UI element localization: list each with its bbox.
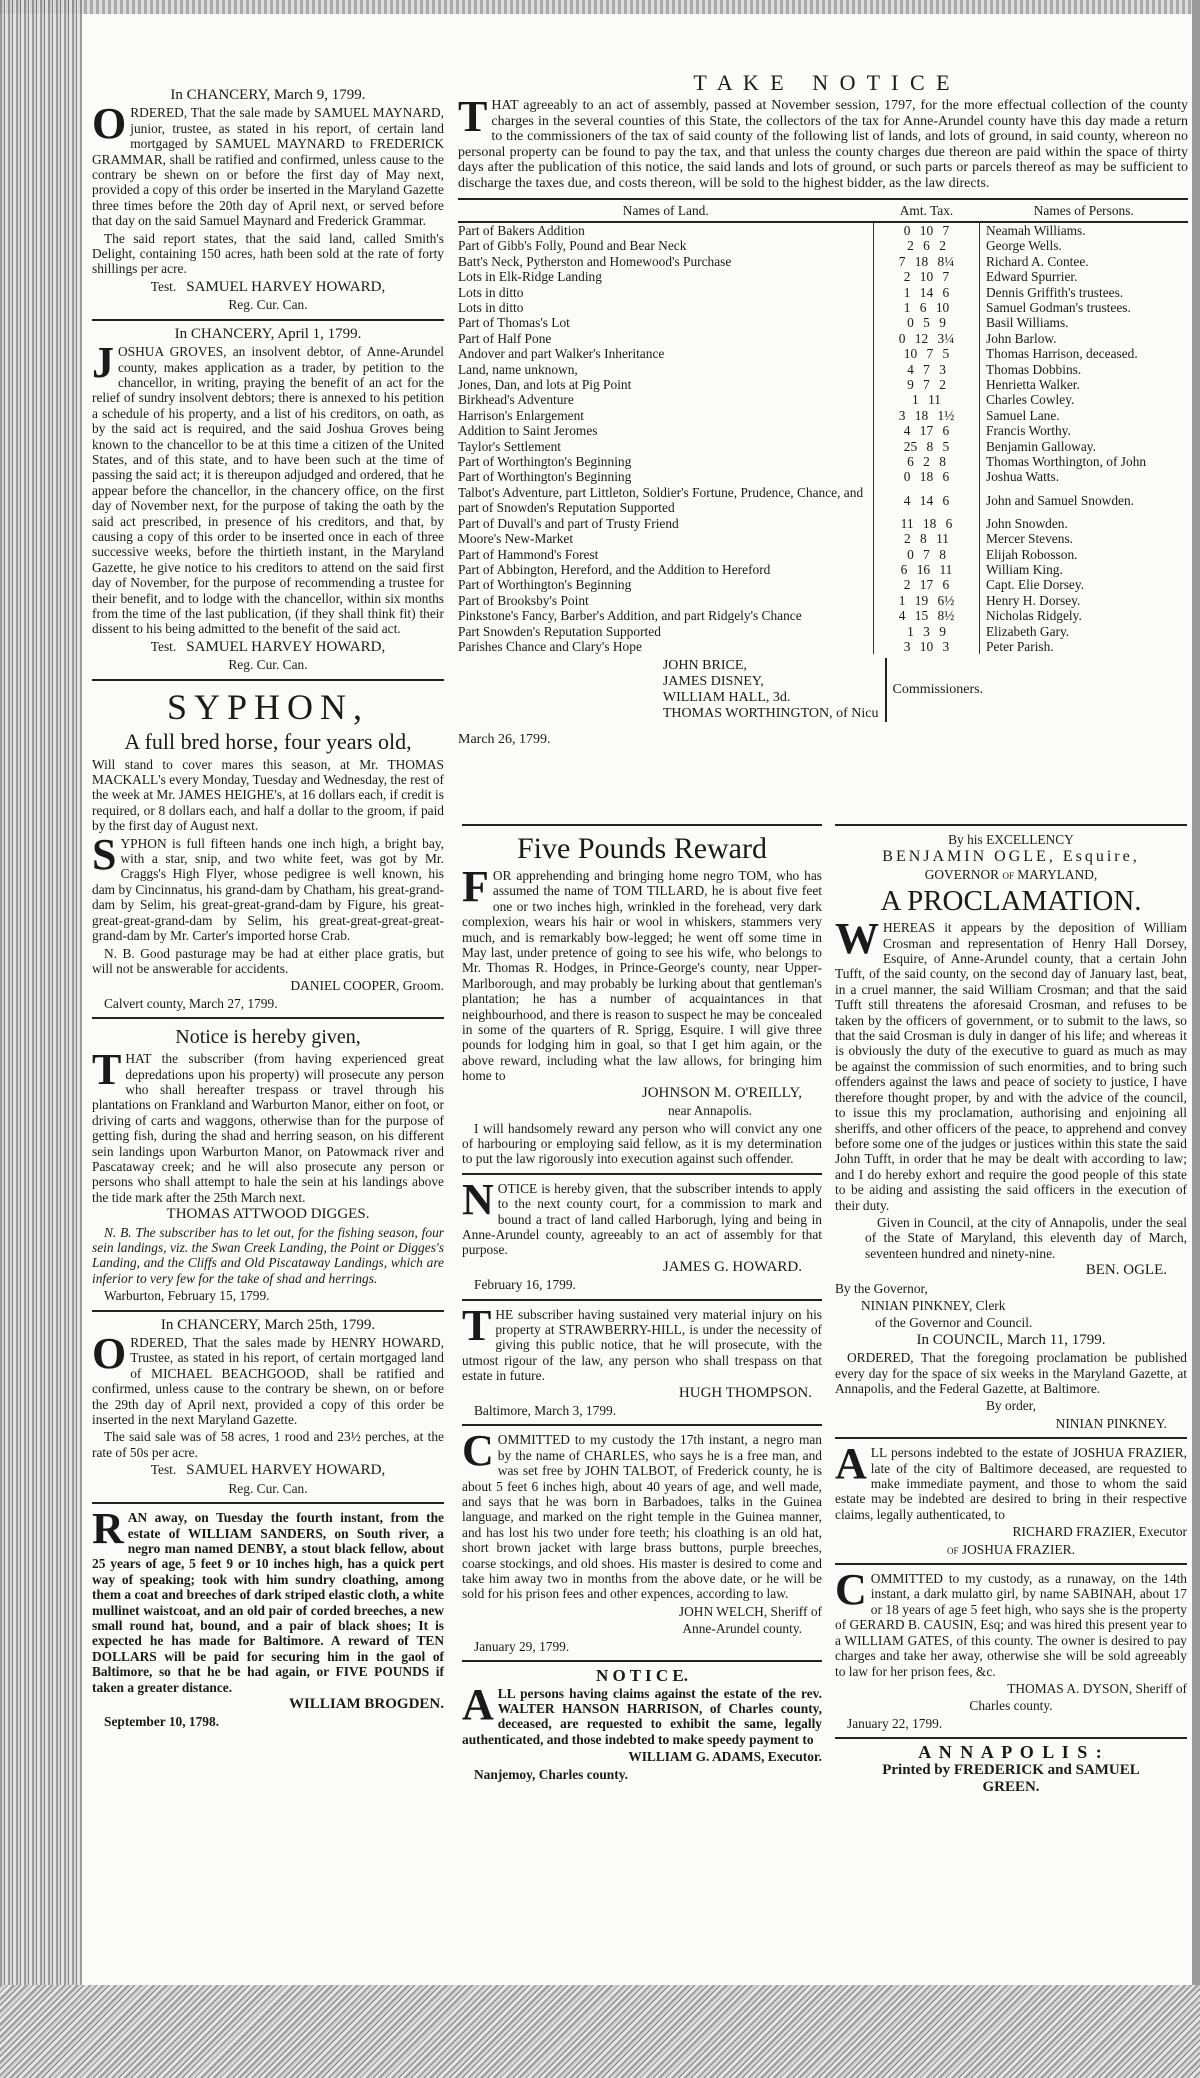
signer: BEN. OGLE. [1085,1262,1167,1279]
by-order: By order, [985,1398,1037,1414]
land-name-cell: Lots in Elk-Ridge Landing [458,269,602,285]
signer: THOMAS ATTWOOD DIGGES. [166,1206,370,1223]
person-name-cell: Benjamin Galloway. [986,438,1096,454]
tax-amount-cell: 0 12 3¼ [874,331,980,346]
land-name-cell: Part of Thomas's Lot [458,315,570,331]
person-name-cell: Capt. Elie Dorsey. [986,577,1085,593]
land-name-cell: Part of Brooksby's Point [458,592,589,608]
signer: RICHARD FRAZIER, Executor [1012,1524,1187,1540]
land-name-cell: Andover and part Walker's Inheritance [458,346,665,362]
land-name-cell: Part of Worthington's Beginning [458,577,632,593]
ad-title: Five Pounds Reward [517,832,767,865]
table-row [458,285,1188,300]
proclamation-by: By his EXCELLENCY [948,832,1074,847]
land-name-cell: Parishes Chance and Clary's Hope [458,638,642,654]
tax-amount-cell: 2 10 7 [874,269,980,284]
drop-cap: J [92,338,114,388]
person-name-cell: Joshua Watts. [986,469,1060,485]
proclamation-title: A PROCLAMATION. [880,885,1142,918]
land-name-cell: Taylor's Settlement [458,438,561,454]
person-name-cell: Elijah Robosson. [986,546,1078,562]
signer: JOHN WELCH, Sheriff of [678,1603,822,1619]
thompson-notice [462,1300,822,1419]
signer: SAMUEL HARVEY HOWARD, [186,638,386,655]
colophon [835,1742,1187,1795]
ad-body: YPHON is full fifteen hands one inch high, a bright bay, with a star, snip, and two white feet, was got by Mr. Craggs's High Flyer, whose pedigree is well known, his dam by Cincinnatus, his grand-dam by Chatham, his great-grand-dam by Selim, his great-great-grand-dam by Figure, his great-great-great-grand-dam by Selim, his great-great-great-great-grand-dam by Mr. Carter's imported horse Crab. [92,835,444,944]
runaway-denby-advertisement [92,1504,444,1730]
proclamation [835,832,1187,1431]
column-header-land: Names of Land. [458,199,874,222]
table-row [458,624,1188,639]
dateline: February 16, 1799. [474,1277,576,1293]
divider [92,1017,444,1019]
commissioner-name: WILLIAM HALL, 3d. [662,690,791,706]
land-name-cell: Part of Abbington, Hereford, and the Addition to Hereford [458,561,771,577]
left-column [92,88,444,1732]
tax-amount-cell: 4 17 6 [874,423,980,438]
table-row [458,593,1188,608]
clerk-title: of the Governor and Council. [875,1315,1033,1331]
commissioner-name: THOMAS WORTHINGTON, of Nicu [662,706,879,722]
table-row [458,269,1188,284]
signer: WILLIAM G. ADAMS, Executor. [628,1749,822,1765]
drop-cap: O [92,1329,127,1379]
person-name-cell: Basil Williams. [986,315,1069,331]
person-name-cell: Elizabeth Gary. [986,623,1070,639]
land-name-cell: Talbot's Adventure, part Littleton, Soldier's Fortune, Prudence, Chance, and part of Snowden's Reputation Supported [458,484,864,516]
person-name-cell: Thomas Dobbins. [986,361,1082,377]
ad-nb: N. B. Good pasturage may be had at either place gratis, but will not be answerable for accidents. [92,945,444,976]
person-name-cell: Samuel Lane. [986,407,1060,423]
divider [92,1310,444,1312]
land-name-cell: Land, name unknown, [458,361,578,377]
tax-amount-cell: 6 2 8 [874,454,980,469]
land-name-cell: Lots in ditto [458,284,524,300]
column-header-amount: Amt. Tax. [874,199,980,222]
signer-title: Reg. Cur. Can. [228,297,308,313]
tax-amount-cell: 25 8 5 [874,439,980,454]
table-row [458,222,1188,238]
signer-place: Nanjemoy, Charles county. [474,1766,628,1782]
signer: JOHNSON M. O'REILLY, [641,1084,802,1101]
person-name-cell: Francis Worthy. [986,423,1071,439]
signer-title: Reg. Cur. Can. [228,657,308,673]
signer-title: of JOSHUA FRAZIER. [947,1541,1075,1557]
table-row [458,315,1188,330]
test-label: Test. [150,278,177,294]
ad-subtitle: A full bred horse, four years old, [124,728,412,754]
commissioners-label: Commissioners. [892,682,984,698]
table-row [458,439,1188,454]
land-name-cell: Part of Worthington's Beginning [458,454,632,470]
person-name-cell: Charles Cowley. [986,392,1075,408]
table-body [458,222,1188,654]
person-name-cell: John Snowden. [986,515,1068,531]
divider [835,1563,1187,1565]
table-row [458,254,1188,269]
notice-body: RDERED, That the sale made by SAMUEL MAYNARD, junior, trustee, as stated in his report, of certain land mortgaged by SAMUEL MAYNARD to FREDERICK GRAMMAR, shall be ratified and confirmed, unless cause to the contrary be shewn on or before the first day of May next, provided a copy of this order be inserted in the Maryland Gazette three times before the 20th day of April next, or served before that day on the said Samuel Maynard and Frederick Grammar. [92,105,444,229]
commissioner-name: JAMES DISNEY, [662,674,764,690]
council-heading: In COUNCIL, March 11, 1799. [916,1331,1106,1348]
signer: DANIEL COOPER, Groom. [290,978,444,994]
middle-column [462,818,822,1784]
five-pounds-reward-advertisement [462,832,822,1167]
table-row [458,516,1188,531]
clerk: NINIAN PINKNEY, Clerk [861,1297,1006,1313]
tax-amount-cell: 6 16 11 [874,562,980,577]
dateline: September 10, 1798. [104,1714,220,1730]
notice-title: N O T I C E. [596,1666,688,1686]
land-name-cell: Batt's Neck, Pytherston and Homewood's Purchase [458,253,732,269]
drop-cap: R [92,1504,124,1554]
drop-cap: A [835,1439,867,1489]
notice-body: OMMITTED to my custody, as a runaway, on the 14th instant, a dark mulatto girl, by name SABINAH, about 17 or 18 years of age 5 feet high, who says she is the property of GERARD B. CAUSIN, Esq; and was hired this present year to a WILLIAM GATES, of this county. The owner is desired to pay charges and take her away, otherwise she will be sold agreeably to law for her prison fees, &c. [835,1571,1187,1679]
divider [462,1173,822,1175]
person-name-cell: Samuel Godman's trustees. [986,300,1131,315]
land-name-cell: Birkhead's Adventure [458,392,574,408]
proclamation-given: Given in Council, at the city of Annapolis, under the seal of the State of Maryland, this eleventh day of March, seventeen hundred and ninety-nine. [865,1214,1187,1261]
tax-amount-cell: 4 14 6 [874,485,980,516]
dateline: Baltimore, March 3, 1799. [474,1403,617,1418]
tax-amount-cell: 9 7 2 [874,377,980,392]
person-name-cell: George Wells. [986,238,1062,254]
divider [92,319,444,321]
signer: THOMAS A. DYSON, Sheriff of [1007,1680,1187,1696]
proclamation-body: HEREAS it appears by the deposition of William Crosman and representation of Henry Hall Dorsey, Esquire, of Anne-Arundel county, that a certain John Tufft, of the said county, on the second day of January last, beat, in a cruel manner, the said William Crosman; and that the said Tufft still threatens the aforesaid Crosman, and refuses to be taken by the officers of government, or to submit to the laws, so that the said Crosman is duly in danger of his life; and whereas it is obviously the duty of the executive to guard as much as may be against the commission of such enormities, and to bring such offenders against the laws and peace of society to justice, I have therefore thought proper, by and with the advice of the council, to issue this my proclamation, authorising and enjoining all sheriffs, and other officers of the peace, to apprehend and convey before some one of the judges or justices within this state the said John Tufft, in order that he may be dealt with according to law; and I do hereby exhort and require the good people of this state to be aiding and assisting the said officers in the execution of their duty. [835,920,1187,1213]
tax-amount-cell: 7 18 8¼ [874,254,980,269]
table-row [458,300,1188,315]
right-column [835,818,1187,1797]
test-label: Test. [150,638,177,654]
dateline: Warburton, February 15, 1799. [104,1288,270,1304]
notice-heading: In CHANCERY, April 1, 1799. [174,325,362,342]
table-row [458,377,1188,392]
digges-notice [92,1025,444,1304]
notice-title: T A K E N O T I C E [693,70,953,95]
table-row [458,454,1188,469]
adams-notice [462,1668,822,1782]
by-governor: By the Governor, [835,1280,928,1296]
tax-amount-cell: 3 10 3 [874,639,980,654]
person-name-cell: John Barlow. [986,330,1057,346]
person-name-cell: Richard A. Contee. [986,253,1089,269]
drop-cap: T [458,92,488,141]
howard-notice [462,1174,822,1293]
tax-amount-cell: 0 5 9 [874,315,980,330]
table-row [458,408,1188,423]
council-order: ORDERED, That the foregoing proclamation be published every day for the space of six weeks in the Maryland Gazette, at Annapolis, and the Federal Gazette, at Baltimore. [835,1350,1187,1396]
notice-heading: In CHANCERY, March 9, 1799. [170,87,366,103]
person-name-cell: Henry H. Dorsey. [986,592,1081,608]
person-name-cell: Thomas Harrison, deceased. [986,346,1138,362]
notice-body: HAT agreeably to an act of assembly, passed at November session, 1797, for the more effectual collection of the county charges in the several counties of this State, the collectors of the tax for Anne-Arundel county have this day made a return to the commissioners of the tax of said county of the following list of lands, and lots of ground, in said county, whereon no personal property can be found to pay the tax, and that unless the county charges due thereon are paid within the space of thirty days after the publication of this notice, the said lands and lots of ground, or such parts or parcels thereof as may be sufficient to discharge the taxes due, and costs thereon, will be sold to the highest bidder, as the law directs. [458,98,1188,191]
tax-amount-cell: 0 7 8 [874,547,980,562]
notice-title: Notice is hereby given, [175,1026,361,1049]
tax-amount-cell: 4 15 8½ [874,608,980,623]
lands-tax-table [458,198,1188,655]
dateline: January 29, 1799. [474,1638,570,1654]
dateline: January 22, 1799. [847,1715,943,1731]
divider [835,1437,1187,1439]
table-row [458,238,1188,253]
notice-heading: In CHANCERY, March 25th, 1799. [160,1316,376,1333]
governor-office: GOVERNOR of MARYLAND, [924,866,1098,882]
divider [92,679,444,681]
table-row [458,577,1188,592]
table-row [458,531,1188,546]
order-signer: NINIAN PINKNEY. [1055,1415,1167,1431]
table-row [458,547,1188,562]
test-label: Test. [150,1462,177,1478]
divider [92,1502,444,1504]
signer: SAMUEL HARVEY HOWARD, [186,278,386,295]
person-name-cell: Peter Parish. [986,638,1054,654]
person-name-cell: Neamah Williams. [986,222,1086,238]
notice-body: The said report states, that the said land, called Smith's Delight, containing 150 acres, hath been sold at the rate of forty shillings per acre. [92,230,444,277]
tax-amount-cell: 3 18 1½ [874,408,980,423]
person-name-cell: Dennis Griffith's trustees. [986,284,1124,300]
ad-body: I will handsomely reward any person who will convict any one of harbouring or employing said fellow, as it is my determination to put the law rigorously into execution against such offender. [462,1120,822,1167]
tax-amount-cell: 1 11 [874,392,980,407]
colophon-printer: Printed by FREDERICK and SAMUEL [882,1761,1140,1778]
person-name-cell: Henrietta Walker. [986,377,1080,393]
table-row [458,392,1188,407]
commissioner-name: JOHN BRICE, [662,658,747,674]
dateline: Calvert county, March 27, 1799. [104,995,278,1011]
notice-nb: N. B. The subscriber has to let out, for the fishing season, four sein landings, viz. the Swan Creek Landing, the Point or Digges's Landing, and the Cliffs and Old Piscataway Landings, which are inferior to very few for the take of shad and herrings. [92,1224,444,1286]
divider [462,824,822,826]
divider [462,1660,822,1662]
tax-amount-cell: 4 7 3 [874,362,980,377]
drop-cap: F [462,862,489,911]
commissioner-names [663,658,887,722]
signer: JAMES G. HOWARD. [662,1258,802,1275]
divider [835,824,1187,826]
land-name-cell: Addition to Saint Jeromes [458,423,598,439]
person-name-cell: William King. [986,561,1063,577]
land-name-cell: Part of Worthington's Beginning [458,469,632,485]
ad-intro: Will stand to cover mares this season, at Mr. THOMAS MACKALL's every Monday, Tuesday and Wednesday, the rest of the week at Mr. JAMES HEIGHE's, at 16 dollars each, if credit is required, or 8 dollars each, and half a dollar to the groom, if paid by the first day of August next. [92,756,444,834]
signer-county: Charles county. [969,1698,1053,1714]
scan-left-binding-edge [0,0,82,2078]
tax-amount-cell: 0 18 6 [874,469,980,484]
tax-amount-cell: 1 14 6 [874,285,980,300]
drop-cap: W [835,914,879,964]
drop-cap: A [462,1679,494,1729]
person-name-cell: Nicholas Ridgely. [986,608,1082,624]
table-row [458,608,1188,623]
chancery-notice-maynard [92,88,444,313]
land-name-cell: Part of Half Pone [458,330,552,346]
land-name-cell: Lots in ditto [458,300,524,315]
table-row [458,346,1188,361]
land-name-cell: Part of Hammond's Forest [458,546,599,562]
table-row [458,362,1188,377]
ad-body: OR apprehending and bringing home negro TOM, who has assumed the name of TOM TILLARD, he is about five feet one or two inches high, wrinkled in the forehead, very dark complexion, wears his hair or wool in whiskers, stammers very much, and is remarkably bow-legged; he went off some time in May last, under pretence of going to see his wife, who belongs to Mr. Thomas R. Hodges, in Prince-George's county, near Upper-Marlborough, and may probably be lurking about that gentleman's plantation; he has a number of acquaintances in that neighbourhood, and there is reason to suspect he may be concealed in some of the quarters of R. Sprigg, Esquire. I will give three pounds for lodging him in goal, so that I get him again, or the above reward, including what the law allows, for bringing him home to [462,868,822,1084]
notice-body: OSHUA GROVES, an insolvent debtor, of Anne-Arundel county, makes application as a trader, by petition to the chancellor, in writing, praying the benefit of an act for the relief of sundry insolvent debtors; there is annexed to his petition a schedule of his property, and a list of his creditors, on oath, as by the said act is required, and the said Joshua Groves being known to the chancellor to be at this time a citizen of the United States, and of this state, and to have been such at the time of passing the said act; it is thereupon adjudged and ordered, that he appear before the chancellor, in the chancery office, on the first day of November next, for the purpose of taking the oath by the said act prescribed, in presence of his creditors, and that, by causing a copy of this order to be inserted once in each of three successive weeks, before the thirtieth instant, in the Maryland Gazette, he give notice to his creditors to attend on the said first day of November, for the purpose of recommending a trustee for their benefit, and to lodge with the chancellor, within six months from the time of the last publication, (if they shall think fit) their dissent to his being admitted to the benefit of the said act. [92,344,444,637]
person-name-cell: John and Samuel Snowden. [986,492,1135,508]
chancery-notice-howard [92,1318,444,1496]
drop-cap: T [92,1045,122,1095]
land-name-cell: Harrison's Enlargement [458,407,584,423]
signer-title: Reg. Cur. Can. [228,1480,308,1496]
land-name-cell: Part of Gibb's Folly, Pound and Bear Neck [458,238,687,254]
drop-cap: C [462,1426,494,1476]
divider [462,1424,822,1426]
take-notice-section [458,70,1188,750]
tax-amount-cell: 1 19 6½ [874,593,980,608]
land-name-cell: Part of Bakers Addition [458,222,585,238]
land-name-cell: Moore's New-Market [458,531,574,547]
drop-cap: C [835,1565,867,1615]
signer-county: Anne-Arundel county. [682,1621,802,1637]
notice-body: LL persons having claims against the estate of the rev. WALTER HANSON HARRISON, of Charles county, deceased, are requested to exhibit the same, legally authenticated, and those indebted to make speedy payment to [462,1685,822,1747]
divider [835,1737,1187,1739]
scan-bottom-margin [0,1985,1200,2078]
table-header-row [458,199,1188,222]
tax-amount-cell: 1 6 10 [874,300,980,315]
signer: WILLIAM BROGDEN. [288,1695,444,1712]
drop-cap: O [92,99,127,149]
notice-body: The said sale was of 58 acres, 1 rood and 23½ perches, at the rate of 50s per acre. [92,1429,444,1460]
land-name-cell: Jones, Dan, and lots at Pig Point [458,377,632,393]
ad-body: AN away, on Tuesday the fourth instant, from the estate of WILLIAM SANDERS, on South river, a negro man named DENBY, a stout black fellow, about 25 years of age, 5 feet 9 or 10 inches high, has a quick pert way of speaking; took with him sundry cloathing, among them a coat and breeches of dark striped elastic cloth, a white mullinet waistcoat, and an old pair of corded breeches, a new small round hat, bound, and a pair of black shoes; It is expected he has made for Baltimore. A reward of TEN DOLLARS will be paid for securing him in the gaol of Baltimore, so that he be had again, or FIVE POUNDS if taken a greater distance. [92,1510,444,1695]
signer: HUGH THOMPSON. [678,1384,812,1401]
tax-amount-cell: 2 6 2 [874,238,980,253]
notice-body: OTICE is hereby given, that the subscriber intends to apply to the next county court, for a commission to mark and bound a tract of land called Harborugh, lying and being in Anne-Arundel county, agreeably to an act of assembly for that purpose. [462,1180,822,1258]
table-row [458,639,1188,654]
syphon-advertisement [92,687,444,1012]
tax-amount-cell: 10 7 5 [874,346,980,361]
ad-title: SYPHON, [166,686,370,727]
notice-body: LL persons indebted to the estate of JOSHUA FRAZIER, late of the city of Baltimore deceased, are requested to make immediate payment, and those to whom the said estate may be indebted are desired to bring in their respective claims, legally authenticated, to [835,1445,1187,1522]
table-row [458,485,1188,516]
notice-body: RDERED, That the sales made by HENRY HOWARD, Trustee, as stated in his report, of certain mortgaged land of MICHAEL BEACHGOOD, shall be ratified and confirmed, unless cause to the contrary be shewn, on or before the 29th day of April next, provided a copy of this order be inserted in the next Maryland Gazette. [92,1335,444,1428]
tax-amount-cell: 11 18 6 [874,516,980,531]
column-header-persons: Names of Persons. [980,199,1189,222]
person-name-cell: Thomas Worthington, of John [986,454,1147,470]
tax-amount-cell: 1 3 9 [874,624,980,639]
notice-body: HAT the subscriber (from having experienced great depredations upon his property) will prosecute any person who shall hereafter trespass or travel through his plantations on Frankland and Warburton Manor, either on foot, or driving of carts and waggons, otherwise than for the purpose of getting fish, during the shad and herring season, on his different sein landings upon Warburton Manor, on Patowmack river and Pascataway creek; and he will also prosecute any person or persons who shall attempt to hale the sein at his landings above the tide mark after the 25th March next. [92,1051,444,1205]
person-name-cell: Edward Spurrier. [986,269,1078,285]
notice-body: OMMITTED to my custody the 17th instant, a negro man by the name of CHARLES, who says he is a free man, and was set free by JOHN TALBOT, of Frederick county, he is about 5 feet 6 inches high, about 40 years of age, and well made, and says that he was born in Barbadoes, talks in the Guinea language, and marked on the right temple in the Guinea manner, and has lost his two under fore teeth; his cloathing is an old hat, short brown jacket with large brass buttons, purple breeches, coarse stockings, and old shoes. His master is desired to come and take him away two in months from the above date, or he will be sold for his prison fees and other expences, according to law. [462,1432,822,1602]
table-row [458,423,1188,438]
dyson-committed-notice [835,1565,1187,1731]
land-name-cell: Part of Duvall's and part of Trusty Friend [458,515,679,531]
welch-committed-notice [462,1426,822,1654]
person-name-cell: Mercer Stevens. [986,531,1074,547]
colophon-printer-cont: GREEN. [982,1778,1040,1795]
scan-right-edge [1192,0,1200,2078]
drop-cap: S [92,829,117,879]
colophon-city: A N N A P O L I S : [918,1742,1104,1763]
drop-cap: N [462,1174,494,1224]
table-row [458,562,1188,577]
divider [462,1299,822,1301]
signer-place: near Annapolis. [667,1103,752,1119]
land-name-cell: Pinkstone's Fancy, Barber's Addition, and part Ridgely's Chance [458,608,802,624]
drop-cap: T [462,1300,492,1350]
table-row [458,469,1188,484]
land-name-cell: Part Snowden's Reputation Supported [458,623,661,639]
notice-body: HE subscriber having sustained very material injury on his property at STRAWBERRY-HILL, is under the necessity of giving this public notice, that he will prosecute, with the utmost rigour of the law, any person who shall trespass on that estate in future. [462,1306,822,1384]
signer: SAMUEL HARVEY HOWARD, [186,1462,386,1479]
frazier-notice [835,1439,1187,1557]
chancery-notice-groves [92,327,444,673]
governor-name: BENJAMIN OGLE, Esquire, [882,848,1140,866]
tax-amount-cell: 0 10 7 [874,222,980,238]
dateline: March 26, 1799. [458,732,551,748]
scan-top-edge [0,0,1200,14]
commissioners-block [458,658,1188,722]
tax-amount-cell: 2 8 11 [874,531,980,546]
tax-amount-cell: 2 17 6 [874,577,980,592]
table-row [458,331,1188,346]
